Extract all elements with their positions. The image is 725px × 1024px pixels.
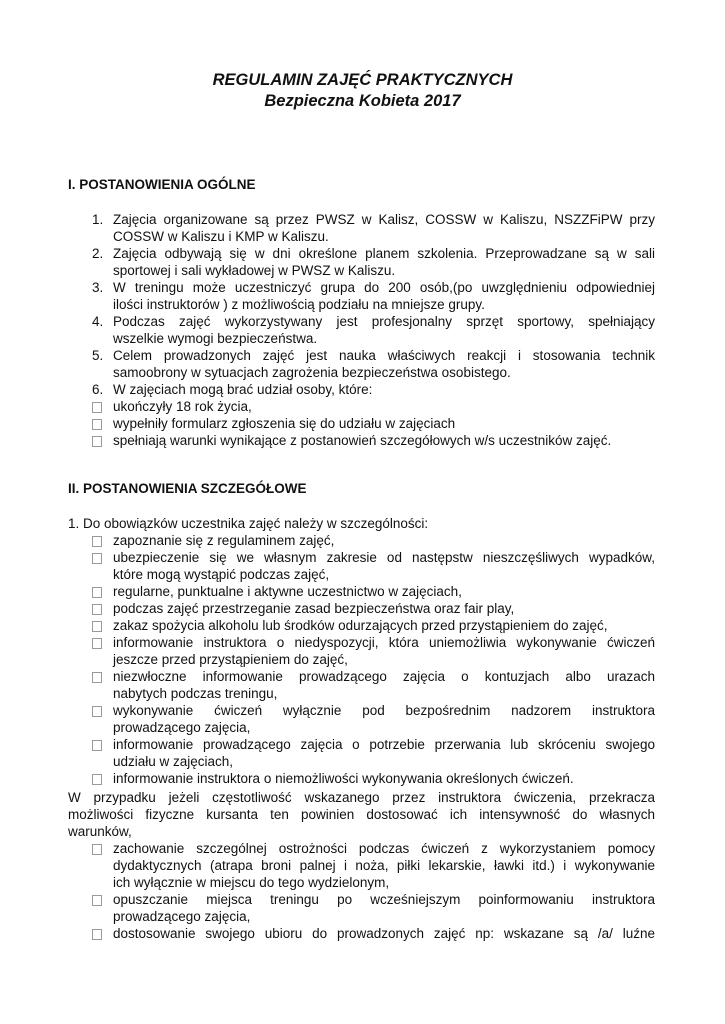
bullet-box-icon bbox=[92, 844, 102, 855]
list-item-text: Celem prowadzonych zajęć jest nauka właściwych reakcji i stosowania technik bbox=[113, 348, 655, 363]
document-title: REGULAMIN ZAJĘĆ PRAKTYCZNYCH bbox=[212, 71, 513, 89]
list-item-text: samoobrony w sytuacjach zagrożenia bezpieczeństwa osobistego. bbox=[113, 365, 511, 380]
bullet-item-text: ukończyły 18 rok życia, bbox=[113, 399, 252, 414]
bullet-box-icon bbox=[92, 672, 102, 683]
bullet-box-icon bbox=[92, 587, 102, 598]
list-item-text: Zajęcia odbywają się w dni określone planem szkolenia. Przeprowadzane są w sali bbox=[113, 246, 655, 261]
bullet-item-text: regularne, punktualne i aktywne uczestnictwo w zajęciach, bbox=[113, 584, 462, 599]
list-number: 1. bbox=[92, 212, 104, 227]
bullet-box-icon bbox=[92, 638, 102, 649]
bullet-item-text: opuszczanie miejsca treningu po wcześniejszym poinformowaniu instruktora bbox=[113, 892, 655, 907]
list-number: 2. bbox=[92, 246, 104, 261]
list-item-text: wszelkie wymogi bezpieczeństwa. bbox=[113, 331, 318, 346]
bullet-item-text: niezwłoczne informowanie prowadzącego zajęcia o kontuzjach albo urazach bbox=[113, 669, 655, 684]
section-heading-general: I. POSTANOWIENIA OGÓLNE bbox=[68, 177, 256, 192]
bullet-box-icon bbox=[92, 895, 102, 906]
bullet-item-text: wykonywanie ćwiczeń wyłącznie pod bezpośrednim nadzorem instruktora bbox=[113, 703, 655, 718]
bullet-item-text: prowadzącego zajęcia, bbox=[113, 909, 251, 924]
paragraph-line: warunków, bbox=[68, 824, 132, 839]
section2-intro: 1. Do obowiązków uczestnika zajęć należy w szczególności: bbox=[68, 516, 429, 531]
bullet-item-text: zachowanie szczególnej ostrożności podczas ćwiczeń z wykorzystaniem pomocy bbox=[113, 841, 655, 856]
bullet-item-text: ich wyłącznie w miejscu do tego wydzielonym, bbox=[113, 875, 390, 890]
bullet-item-text: informowanie instruktora o niemożliwości wykonywania określonych ćwiczeń. bbox=[113, 771, 574, 786]
list-item-text: Podczas zajęć wykorzystywany jest profesjonalny sprzęt sportowy, spełniający bbox=[113, 314, 655, 329]
bullet-item-text: dydaktycznych (atrapa broni palnej i noża, piłki lekarskie, ławki itd.) i wykonywanie bbox=[113, 858, 655, 873]
bullet-item-text: zapoznanie się z regulaminem zajęć, bbox=[113, 533, 335, 548]
bullet-box-icon bbox=[92, 419, 102, 430]
bullet-box-icon bbox=[92, 553, 102, 564]
bullet-box-icon bbox=[92, 402, 102, 413]
list-number: 5. bbox=[92, 348, 104, 363]
section-heading-detailed: II. POSTANOWIENIA SZCZEGÓŁOWE bbox=[68, 481, 307, 496]
list-item-text: W zajęciach mogą brać udział osoby, które: bbox=[113, 382, 373, 397]
bullet-box-icon bbox=[92, 436, 102, 447]
bullet-item-text: wypełniły formularz zgłoszenia się do udziału w zajęciach bbox=[113, 416, 456, 431]
bullet-box-icon bbox=[92, 604, 102, 615]
list-number: 6. bbox=[92, 382, 104, 397]
bullet-item-text: prowadzącego zajęcia, bbox=[113, 720, 251, 735]
list-item-text: sportowej i sali wykładowej w PWSZ w Kaliszu. bbox=[113, 263, 396, 278]
document-subtitle: Bezpieczna Kobieta 2017 bbox=[264, 92, 461, 110]
paragraph-line: możliwości fizyczne kursanta ten powinien dostosować ich intensywność do własnych bbox=[68, 807, 655, 822]
bullet-box-icon bbox=[92, 536, 102, 547]
bullet-item-text: udziału w zajęciach, bbox=[113, 754, 234, 769]
list-item-text: ilości instruktorów ) z możliwością podziału na mniejsze grupy. bbox=[113, 297, 485, 312]
bullet-item-text: informowanie instruktora o niedyspozycji, która uniemożliwia wykonywanie ćwiczeń bbox=[113, 635, 655, 650]
bullet-item-text: które mogą wystąpić podczas zajęć, bbox=[113, 567, 330, 582]
list-item-text: W treningu może uczestniczyć grupa do 200 osób,(po uwzględnieniu odpowiedniej bbox=[113, 280, 655, 295]
list-number: 4. bbox=[92, 314, 104, 329]
bullet-item-text: zakaz spożycia alkoholu lub środków odurzających przed przystąpieniem do zajęć, bbox=[113, 618, 608, 633]
bullet-item-text: ubezpieczenie się we własnym zakresie od następstw nieszczęśliwych wypadków, bbox=[113, 550, 655, 565]
bullet-box-icon bbox=[92, 740, 102, 751]
bullet-item-text: informowanie prowadzącego zajęcia o potrzebie przerwania lub skróceniu swojego bbox=[113, 737, 655, 752]
bullet-box-icon bbox=[92, 774, 102, 785]
bullet-item-text: podczas zajęć przestrzeganie zasad bezpieczeństwa oraz fair play, bbox=[113, 601, 515, 616]
bullet-item-text: dostosowanie swojego ubioru do prowadzonych zajęć np: wskazane są /a/ luźne bbox=[113, 926, 655, 941]
bullet-item-text: spełniają warunki wynikające z postanowień szczegółowych w/s uczestników zajęć. bbox=[113, 433, 612, 448]
bullet-box-icon bbox=[92, 706, 102, 717]
bullet-item-text: nabytych podczas treningu, bbox=[113, 686, 278, 701]
bullet-box-icon bbox=[92, 929, 102, 940]
bullet-box-icon bbox=[92, 621, 102, 632]
list-item-text: COSSW w Kaliszu i KMP w Kaliszu. bbox=[113, 229, 329, 244]
list-item-text: Zajęcia organizowane są przez PWSZ w Kalisz, COSSW w Kaliszu, NSZZFiPW przy bbox=[113, 212, 655, 227]
list-number: 3. bbox=[92, 280, 104, 295]
paragraph-line: W przypadku jeżeli częstotliwość wskazanego przez instruktora ćwiczenia, przekracza bbox=[68, 790, 655, 805]
bullet-item-text: jeszcze przed przystąpieniem do zajęć, bbox=[113, 652, 348, 667]
